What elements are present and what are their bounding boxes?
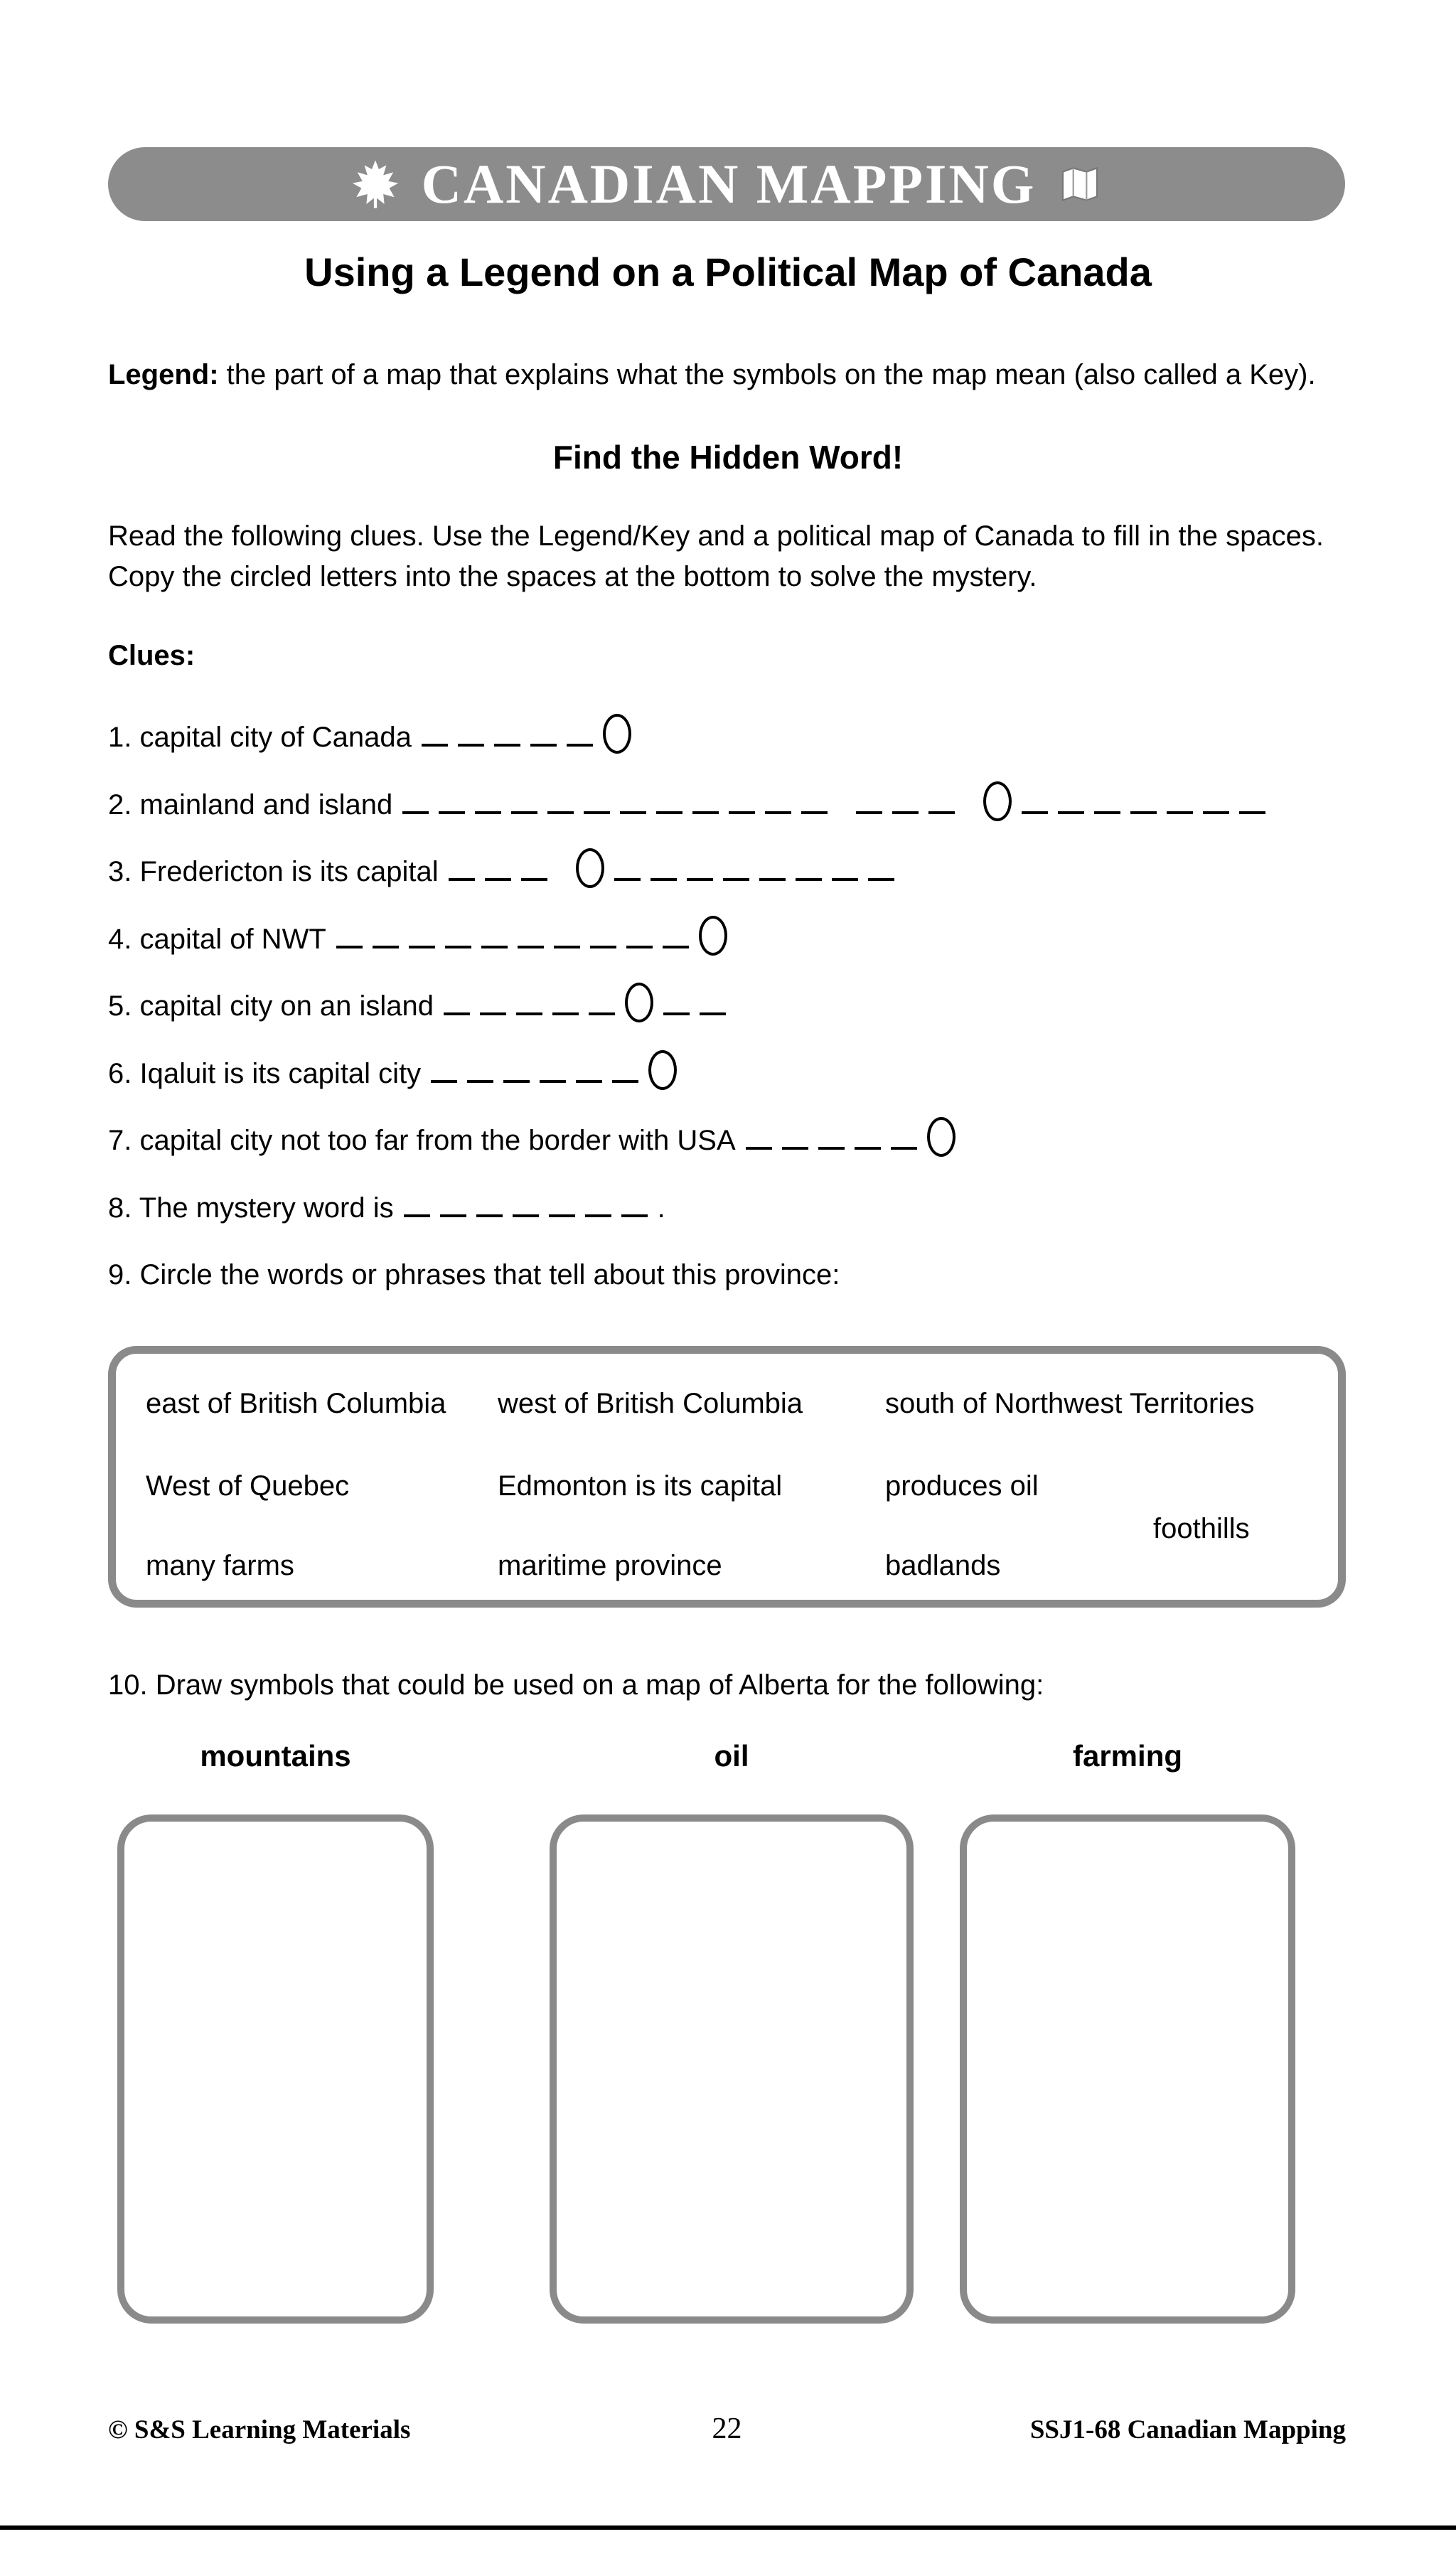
answer-blank xyxy=(431,1079,457,1083)
footer xyxy=(108,2412,1346,2450)
clue-6 xyxy=(108,1040,1402,1108)
answer-blank xyxy=(1167,810,1193,814)
answer-blank xyxy=(1094,810,1120,814)
page-bottom-rule xyxy=(0,2525,1456,2530)
banner xyxy=(108,147,1345,221)
answer-blank xyxy=(1058,810,1084,814)
clue-7 xyxy=(108,1107,1402,1175)
answer-blank xyxy=(511,810,537,814)
map-icon xyxy=(1057,161,1103,207)
answer-blank xyxy=(480,1011,506,1015)
draw-label-farming: farming xyxy=(1072,1739,1182,1773)
maple-leaf-icon xyxy=(350,159,400,209)
answer-blank xyxy=(868,877,894,881)
answer-blank xyxy=(687,877,713,881)
answer-blank xyxy=(651,877,677,881)
draw-area-mountains xyxy=(117,1814,434,2324)
clue-text: 7. capital city not too far from the border with USA xyxy=(108,1125,736,1156)
clue-1 xyxy=(108,704,1402,771)
answer-blank xyxy=(1239,810,1265,814)
answer-blank xyxy=(729,810,755,814)
answer-blank xyxy=(590,944,616,948)
answer-blank xyxy=(440,1213,466,1217)
answer-blank xyxy=(1022,810,1048,814)
instructions-line-2: Copy the circled letters into the spaces at the bottom to solve the mystery. xyxy=(108,561,1037,592)
answer-blank xyxy=(516,1011,542,1015)
answer-blank xyxy=(549,1213,575,1217)
answer-blank xyxy=(746,1145,772,1150)
clue-text: 6. Iqaluit is its capital city xyxy=(108,1057,422,1089)
answer-blank xyxy=(530,742,557,747)
answer-blank xyxy=(801,810,828,814)
answer-blank xyxy=(663,944,689,948)
draw-area-oil xyxy=(550,1814,914,2324)
answer-blank xyxy=(856,810,882,814)
answer-blank xyxy=(445,944,471,948)
phrase-option: east of British Columbia xyxy=(146,1388,446,1419)
legend-text: the part of a map that explains what the symbols on the map mean (also called a Key). xyxy=(226,359,1316,390)
legend-definition xyxy=(108,359,1359,391)
answer-blank xyxy=(373,944,399,948)
answer-blank xyxy=(585,1213,611,1217)
clue-text: 3. Fredericton is its capital xyxy=(108,856,439,887)
answer-blank xyxy=(540,1079,566,1083)
answer-blank xyxy=(439,810,465,814)
answer-blank xyxy=(796,877,822,881)
phrase-option: Edmonton is its capital xyxy=(498,1470,783,1502)
phrase-option: south of Northwest Territories xyxy=(885,1388,1255,1419)
banner-title: CANADIAN MAPPING xyxy=(421,153,1037,215)
clue-text: 4. capital of NWT xyxy=(108,923,326,955)
answer-blank xyxy=(503,1079,530,1083)
answer-blank xyxy=(513,1213,539,1217)
circled-letter-slot xyxy=(625,983,653,1022)
draw-label-oil: oil xyxy=(714,1739,749,1773)
page-title: Using a Legend on a Political Map of Canada xyxy=(304,250,1152,294)
question-10: 10. Draw symbols that could be used on a map of Alberta for the following: xyxy=(108,1669,1044,1701)
answer-blank xyxy=(554,944,580,948)
phrase-option: West of Quebec xyxy=(146,1470,350,1502)
clue-8 xyxy=(108,1175,1402,1242)
answer-blank xyxy=(692,810,719,814)
footer-copyright: © S&S Learning Materials xyxy=(108,2415,411,2444)
circled-letter-slot xyxy=(603,714,631,754)
answer-blank xyxy=(621,1213,648,1217)
answer-blank xyxy=(832,877,858,881)
answer-blank xyxy=(818,1145,845,1150)
clue-text: 2. mainland and island xyxy=(108,789,393,821)
answer-blank xyxy=(518,944,544,948)
answer-blank xyxy=(663,1011,690,1015)
phrase-option: west of British Columbia xyxy=(498,1388,803,1419)
answer-blank xyxy=(404,1213,430,1217)
answer-blank xyxy=(567,742,593,747)
answer-blank xyxy=(552,1011,579,1015)
answer-blank xyxy=(626,944,653,948)
answer-blank xyxy=(475,810,501,814)
phrase-box xyxy=(108,1346,1346,1608)
answer-blank xyxy=(782,1145,808,1150)
instructions-line-1: Read the following clues. Use the Legend/Key and a political map of Canada to fill in the spaces. xyxy=(108,520,1324,552)
instructions xyxy=(108,516,1374,597)
answer-blank xyxy=(759,877,786,881)
answer-blank xyxy=(402,810,429,814)
phrase-option: maritime province xyxy=(498,1550,722,1581)
answer-blank xyxy=(620,810,646,814)
clues-list xyxy=(108,704,1402,1309)
phrase-option: badlands xyxy=(885,1550,1001,1581)
clue-text: 1. capital city of Canada xyxy=(108,722,412,753)
circled-letter-slot xyxy=(648,1050,677,1090)
answer-blank xyxy=(584,810,610,814)
clue-9 xyxy=(108,1241,1402,1309)
circled-letter-slot xyxy=(576,848,604,888)
clue-text: 9. Circle the words or phrases that tell about this province: xyxy=(108,1259,840,1290)
clue-suffix: . xyxy=(657,1192,665,1224)
clue-3 xyxy=(108,838,1402,906)
answer-blank xyxy=(612,1079,638,1083)
clue-4 xyxy=(108,906,1402,973)
draw-area-farming xyxy=(960,1814,1295,2324)
answer-blank xyxy=(481,944,508,948)
answer-blank xyxy=(928,810,955,814)
phrase-option: produces oil xyxy=(885,1470,1039,1502)
answer-blank xyxy=(723,877,749,881)
answer-blank xyxy=(614,877,641,881)
answer-blank xyxy=(422,742,448,747)
footer-page-number: 22 xyxy=(712,2412,742,2445)
answer-blank xyxy=(576,1079,602,1083)
clue-text: 8. The mystery word is xyxy=(108,1192,394,1224)
answer-blank xyxy=(656,810,682,814)
legend-label: Legend: xyxy=(108,359,219,390)
answer-blank xyxy=(855,1145,881,1150)
answer-blank xyxy=(494,742,520,747)
circled-letter-slot xyxy=(983,781,1012,821)
answer-blank xyxy=(891,1145,917,1150)
answer-blank xyxy=(547,810,574,814)
answer-blank xyxy=(444,1011,470,1015)
clue-text: 5. capital city on an island xyxy=(108,990,434,1022)
answer-blank xyxy=(476,1213,503,1217)
answer-blank xyxy=(765,810,791,814)
clue-2 xyxy=(108,771,1402,839)
answer-blank xyxy=(458,742,484,747)
subtitle: Find the Hidden Word! xyxy=(552,439,904,476)
clue-5 xyxy=(108,973,1402,1040)
clues-label: Clues: xyxy=(108,640,196,671)
phrase-option: foothills xyxy=(1153,1513,1250,1544)
answer-blank xyxy=(336,944,363,948)
answer-blank xyxy=(485,877,511,881)
circled-letter-slot xyxy=(699,916,727,956)
answer-blank xyxy=(409,944,435,948)
answer-blank xyxy=(892,810,919,814)
answer-blank xyxy=(589,1011,615,1015)
answer-blank xyxy=(1203,810,1229,814)
phrase-option: many farms xyxy=(146,1550,294,1581)
draw-label-mountains: mountains xyxy=(200,1739,351,1773)
footer-product-code: SSJ1-68 Canadian Mapping xyxy=(1029,2415,1346,2444)
circled-letter-slot xyxy=(927,1117,956,1157)
answer-blank xyxy=(521,877,547,881)
answer-blank xyxy=(1130,810,1157,814)
answer-blank xyxy=(700,1011,726,1015)
answer-blank xyxy=(449,877,475,881)
answer-blank xyxy=(467,1079,493,1083)
